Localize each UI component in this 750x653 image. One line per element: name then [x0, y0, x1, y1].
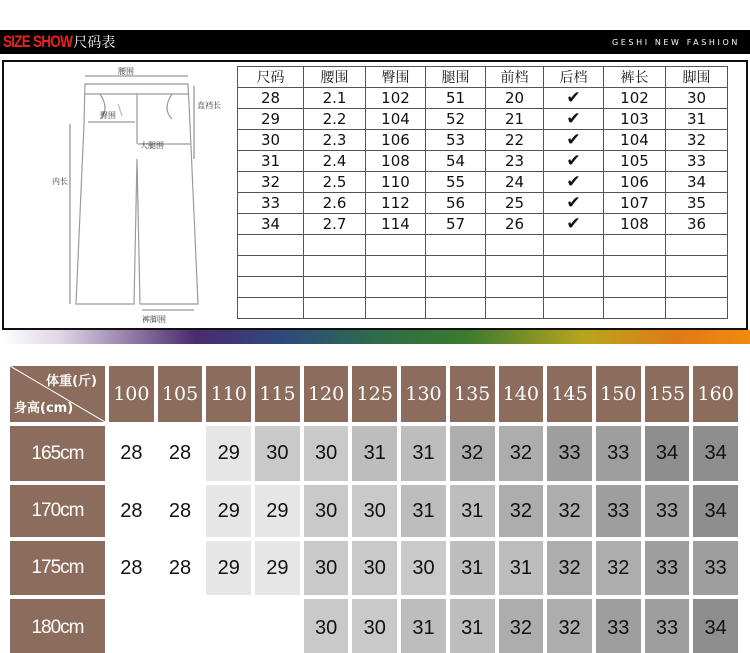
height-header: 180cm: [10, 599, 105, 653]
table-cell: 55: [426, 172, 486, 193]
check-icon: ✔: [544, 109, 604, 130]
table-cell: 26: [486, 214, 544, 235]
column-header: 后档: [544, 67, 604, 88]
weight-header: 105: [158, 366, 203, 422]
brand-logo: SIZE SHOW: [3, 32, 73, 51]
weight-axis-label: 体重(斤): [46, 374, 97, 389]
table-cell: 107: [604, 193, 666, 214]
table-row: [238, 193, 728, 214]
size-cell: 30: [352, 541, 397, 595]
size-cell: 33: [645, 541, 690, 595]
table-row: [238, 214, 728, 235]
size-cell: 33: [596, 599, 641, 653]
table-cell: 23: [486, 151, 544, 172]
table-cell: 21: [486, 109, 544, 130]
size-cell: 29: [255, 485, 300, 537]
table-cell: [604, 235, 666, 256]
size-cell: 29: [255, 541, 300, 595]
weight-header: 150: [596, 366, 641, 422]
size-cell: 32: [499, 426, 544, 481]
table-cell: 34: [238, 214, 304, 235]
table-cell: 105: [604, 151, 666, 172]
size-cell: 28: [158, 485, 203, 537]
weight-header: 100: [109, 366, 154, 422]
table-cell: [304, 235, 366, 256]
chart-corner: [10, 366, 105, 422]
size-cell: 31: [450, 599, 495, 653]
height-axis-label: 身高(cm): [14, 401, 74, 416]
table-cell: 54: [426, 151, 486, 172]
table-cell: [304, 277, 366, 298]
size-cell: 28: [158, 426, 203, 481]
size-cell: 32: [450, 426, 495, 481]
table-cell: 56: [426, 193, 486, 214]
size-cell: 30: [401, 541, 446, 595]
table-cell: [426, 277, 486, 298]
size-cell: 33: [645, 599, 690, 653]
table-cell: [366, 235, 426, 256]
size-cell: 33: [645, 485, 690, 537]
table-cell: 102: [366, 88, 426, 109]
empty-row: [238, 256, 728, 277]
table-cell: [486, 298, 544, 319]
size-cell: 31: [352, 426, 397, 481]
column-header: 裤长: [604, 67, 666, 88]
size-cell: 32: [547, 485, 592, 537]
table-cell: 52: [426, 109, 486, 130]
table-cell: [366, 298, 426, 319]
size-cell: 34: [693, 599, 738, 653]
hip-label: 臀围: [100, 111, 116, 120]
weight-header: 135: [450, 366, 495, 422]
table-cell: 35: [666, 193, 728, 214]
front-rise-label: 直裆长: [197, 101, 221, 110]
table-cell: [238, 235, 304, 256]
weight-header: 145: [547, 366, 592, 422]
table-cell: 31: [666, 109, 728, 130]
table-cell: 2.2: [304, 109, 366, 130]
size-cell: 31: [450, 541, 495, 595]
table-cell: 22: [486, 130, 544, 151]
size-cell: 32: [547, 599, 592, 653]
size-cell: 34: [645, 426, 690, 481]
check-icon: ✔: [544, 151, 604, 172]
thigh-label: 大腿围: [140, 141, 164, 150]
table-cell: 33: [238, 193, 304, 214]
height-header: 165cm: [10, 426, 105, 481]
size-cell: 33: [547, 426, 592, 481]
size-cell: 30: [304, 426, 349, 481]
empty-row: [238, 277, 728, 298]
table-cell: [366, 256, 426, 277]
table-cell: 102: [604, 88, 666, 109]
column-header: 腿围: [426, 67, 486, 88]
size-cell: 31: [401, 426, 446, 481]
table-cell: 25: [486, 193, 544, 214]
table-cell: [426, 235, 486, 256]
table-cell: 2.6: [304, 193, 366, 214]
height-header: 175cm: [10, 541, 105, 595]
table-cell: 34: [666, 172, 728, 193]
size-cell: 29: [206, 426, 251, 481]
table-cell: [366, 277, 426, 298]
size-cell: 34: [693, 426, 738, 481]
size-cell: 34: [693, 485, 738, 537]
size-cell: 31: [499, 541, 544, 595]
table-cell: [238, 256, 304, 277]
table-cell: [544, 256, 604, 277]
weight-header: 130: [401, 366, 446, 422]
table-cell: 51: [426, 88, 486, 109]
size-cell: 31: [450, 485, 495, 537]
weight-header: 125: [352, 366, 397, 422]
pants-diagram: [40, 64, 240, 326]
size-cell: 30: [352, 485, 397, 537]
size-cell: 29: [206, 485, 251, 537]
check-icon: ✔: [544, 193, 604, 214]
table-row: [238, 88, 728, 109]
table-cell: 112: [366, 193, 426, 214]
table-cell: 114: [366, 214, 426, 235]
table-cell: [486, 235, 544, 256]
size-cell: [206, 599, 251, 653]
gradient-divider: [0, 330, 750, 344]
check-icon: ✔: [544, 172, 604, 193]
table-row: [238, 172, 728, 193]
size-cell: 30: [304, 599, 349, 653]
table-cell: 30: [238, 130, 304, 151]
size-cell: 30: [352, 599, 397, 653]
size-cell: 33: [596, 426, 641, 481]
check-icon: ✔: [544, 130, 604, 151]
size-cell: 29: [206, 541, 251, 595]
empty-row: [238, 235, 728, 256]
table-cell: 108: [604, 214, 666, 235]
table-cell: 31: [238, 151, 304, 172]
table-cell: 106: [366, 130, 426, 151]
size-cell: 28: [109, 426, 154, 481]
table-cell: 24: [486, 172, 544, 193]
table-cell: [666, 277, 728, 298]
inseam-label: 内长: [52, 177, 68, 186]
column-header: 腰围: [304, 67, 366, 88]
table-cell: 29: [238, 109, 304, 130]
table-cell: 2.4: [304, 151, 366, 172]
size-cell: 32: [499, 485, 544, 537]
weight-height-chart: [10, 366, 738, 645]
waist-label: 腰围: [118, 67, 134, 76]
table-cell: 110: [366, 172, 426, 193]
size-cell: 32: [547, 541, 592, 595]
table-cell: 2.7: [304, 214, 366, 235]
header-bar: [0, 30, 750, 54]
table-row: [238, 130, 728, 151]
table-cell: [604, 256, 666, 277]
check-icon: ✔: [544, 214, 604, 235]
table-cell: 32: [666, 130, 728, 151]
height-header: 170cm: [10, 485, 105, 537]
table-cell: [238, 298, 304, 319]
weight-header: 155: [645, 366, 690, 422]
size-cell: 30: [255, 426, 300, 481]
table-cell: [604, 277, 666, 298]
weight-header: 115: [255, 366, 300, 422]
table-cell: [486, 256, 544, 277]
size-cell: 30: [304, 541, 349, 595]
weight-header: 110: [206, 366, 251, 422]
table-cell: [238, 277, 304, 298]
size-cell: 30: [304, 485, 349, 537]
page-title: 尺码表: [73, 35, 116, 51]
size-cell: [109, 599, 154, 653]
table-cell: 108: [366, 151, 426, 172]
table-cell: 2.3: [304, 130, 366, 151]
size-cell: 33: [596, 485, 641, 537]
weight-header: 160: [693, 366, 738, 422]
table-cell: [304, 298, 366, 319]
table-cell: 36: [666, 214, 728, 235]
size-table-header: [238, 67, 728, 88]
size-table-body: [238, 88, 728, 319]
leg-opening-label: 裤脚围: [142, 315, 166, 324]
weight-header: 120: [304, 366, 349, 422]
table-cell: [426, 256, 486, 277]
table-cell: 30: [666, 88, 728, 109]
size-cell: 28: [158, 541, 203, 595]
size-cell: 31: [401, 485, 446, 537]
weight-header: 140: [499, 366, 544, 422]
table-row: [238, 151, 728, 172]
table-cell: 32: [238, 172, 304, 193]
table-cell: [666, 298, 728, 319]
table-cell: 106: [604, 172, 666, 193]
size-cell: [255, 599, 300, 653]
table-cell: [544, 277, 604, 298]
table-cell: [486, 277, 544, 298]
table-cell: 53: [426, 130, 486, 151]
check-icon: ✔: [544, 88, 604, 109]
table-cell: 57: [426, 214, 486, 235]
column-header: 脚围: [666, 67, 728, 88]
size-cell: 32: [499, 599, 544, 653]
table-cell: [304, 256, 366, 277]
table-cell: 20: [486, 88, 544, 109]
empty-row: [238, 298, 728, 319]
weight-height-grid: [10, 366, 738, 645]
table-cell: 2.1: [304, 88, 366, 109]
size-cell: 31: [401, 599, 446, 653]
table-cell: 28: [238, 88, 304, 109]
tagline: GESHI NEW FASHION: [611, 37, 740, 47]
table-cell: 104: [604, 130, 666, 151]
column-header: 前档: [486, 67, 544, 88]
table-cell: [426, 298, 486, 319]
table-cell: 2.5: [304, 172, 366, 193]
table-cell: [604, 298, 666, 319]
table-cell: 33: [666, 151, 728, 172]
table-cell: 104: [366, 109, 426, 130]
column-header: 臀围: [366, 67, 426, 88]
table-row: [238, 109, 728, 130]
size-table: [237, 66, 728, 319]
table-cell: [666, 235, 728, 256]
size-cell: 28: [109, 541, 154, 595]
table-cell: 103: [604, 109, 666, 130]
table-cell: [544, 298, 604, 319]
table-cell: [544, 235, 604, 256]
column-header: 尺码: [238, 67, 304, 88]
size-cell: 32: [596, 541, 641, 595]
size-cell: 33: [693, 541, 738, 595]
table-cell: [666, 256, 728, 277]
size-cell: [158, 599, 203, 653]
size-cell: 28: [109, 485, 154, 537]
